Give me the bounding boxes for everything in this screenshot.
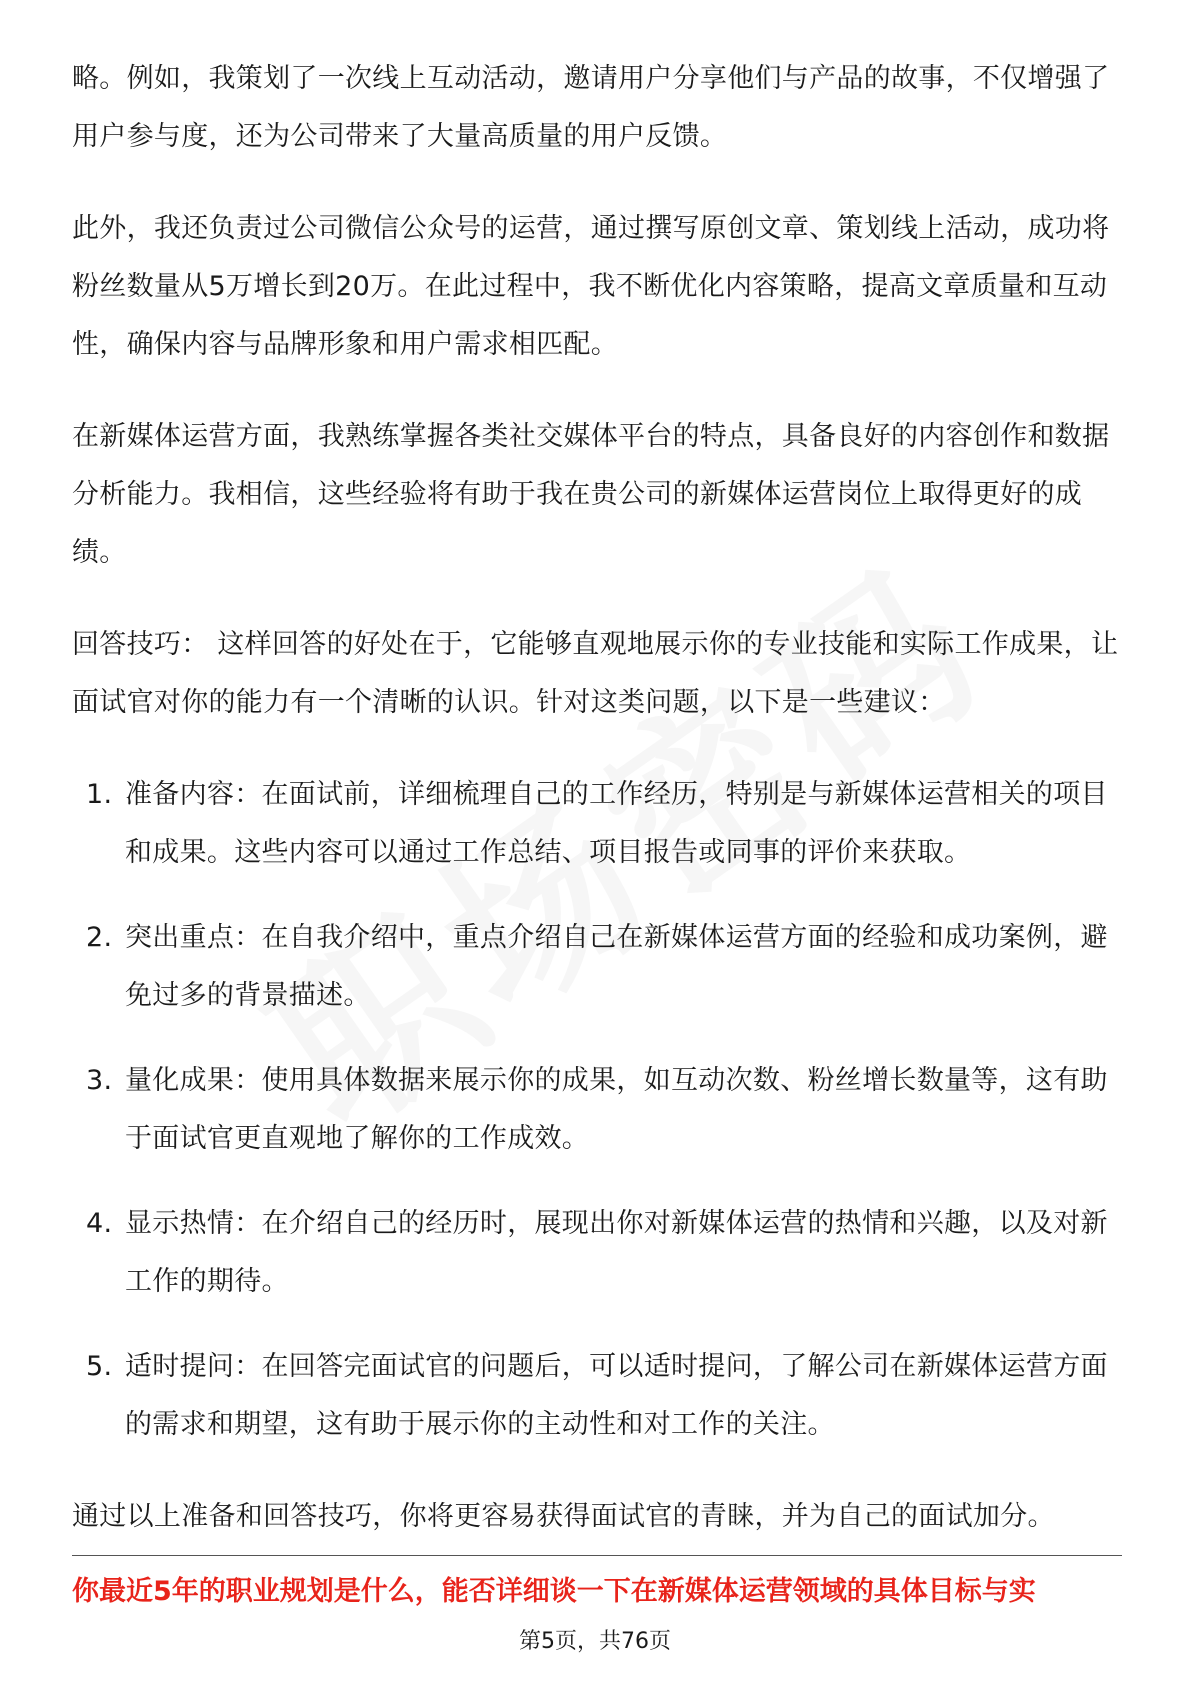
list-item-text: 适时提问：在回答完面试官的问题后，可以适时提问，了解公司在新媒体运营方面的需求和期望，这有助于展示你的主动性和对工作的关注。 — [125, 1351, 1108, 1440]
list-item-number: 1. — [86, 779, 113, 810]
list-item-number: 5. — [86, 1351, 113, 1382]
paragraph-conclusion: 通过以上准备和回答技巧，你将更容易获得面试官的青睐，并为自己的面试加分。 — [72, 1501, 1055, 1532]
paragraph-skills-summary: 在新媒体运营方面，我熟练掌握各类社交媒体平台的特点，具备良好的内容创作和数据分析能力。我相信，这些经验将有助于我在贵公司的新媒体运营岗位上取得更好的成绩。 — [72, 421, 1110, 568]
list-item — [72, 766, 1122, 882]
page-number: 第5页，共76页 — [519, 1629, 671, 1654]
list-item — [72, 1338, 1122, 1454]
list-item — [72, 1052, 1122, 1168]
list-item-text: 突出重点：在自我介绍中，重点介绍自己在新媒体运营方面的经验和成功案例，避免过多的背景描述。 — [125, 922, 1108, 1011]
list-item-text: 显示热情：在介绍自己的经历时，展现出你对新媒体运营的热情和兴趣，以及对新工作的期待。 — [125, 1208, 1108, 1297]
list-item-text: 准备内容：在面试前，详细梳理自己的工作经历，特别是与新媒体运营相关的项目和成果。这些内容可以通过工作总结、项目报告或同事的评价来获取。 — [125, 779, 1108, 868]
tips-list — [72, 766, 1122, 1454]
section-divider — [72, 1555, 1122, 1556]
document-body — [72, 50, 1122, 1580]
list-item — [72, 909, 1122, 1025]
next-question-heading: 你最近5年的职业规划是什么，能否详细谈一下在新媒体运营领域的具体目标与实 — [72, 1576, 1036, 1607]
list-item — [72, 1195, 1122, 1311]
list-item-number: 4. — [86, 1208, 113, 1239]
list-item-number: 3. — [86, 1065, 113, 1096]
paragraph-answer-tips-intro: 回答技巧： 这样回答的好处在于，它能够直观地展示你的专业技能和实际工作成果，让面试官对你的能力有一个清晰的认识。针对这类问题，以下是一些建议： — [72, 629, 1119, 718]
paragraph-wechat-operation: 此外，我还负责过公司微信公众号的运营，通过撰写原创文章、策划线上活动，成功将粉丝数量从5万增长到20万。在此过程中，我不断优化内容策略，提高文章质量和互动性，确保内容与品牌形象和用户需求相匹配。 — [72, 213, 1110, 360]
list-item-text: 量化成果：使用具体数据来展示你的成果，如互动次数、粉丝增长数量等，这有助于面试官更直观地了解你的工作成效。 — [125, 1065, 1108, 1154]
list-item-number: 2. — [86, 922, 113, 953]
paragraph-campaign-example: 略。例如，我策划了一次线上互动活动，邀请用户分享他们与产品的故事，不仅增强了用户参与度，还为公司带来了大量高质量的用户反馈。 — [72, 63, 1110, 152]
